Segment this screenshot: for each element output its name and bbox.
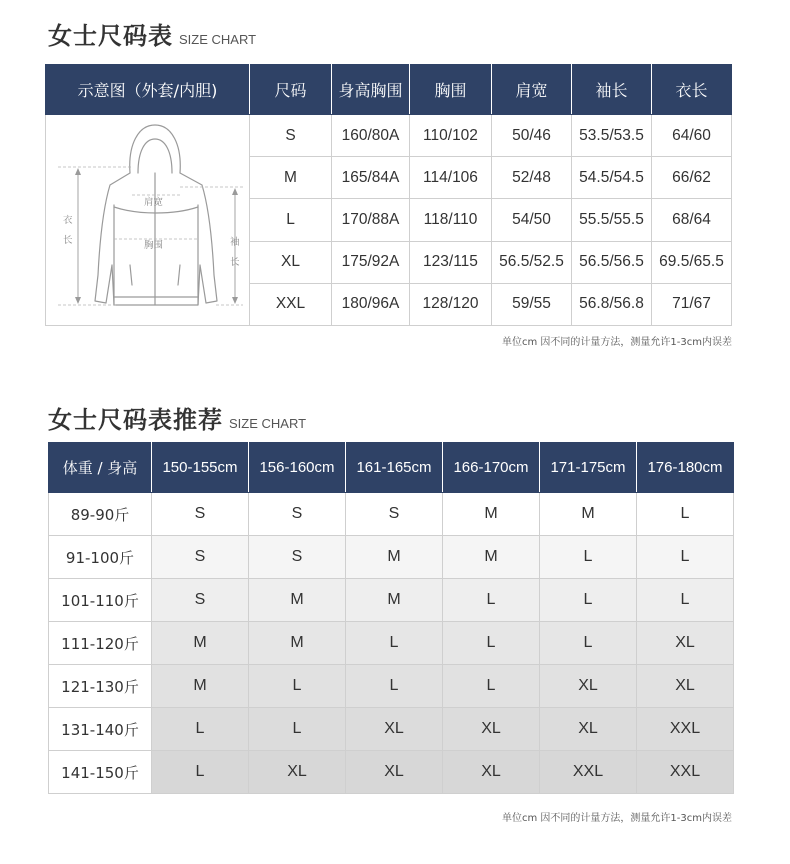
length-label-1: 衣	[62, 215, 73, 226]
height-chest-cell: 175/92A	[332, 241, 410, 283]
sleeve-cell: 56.5/56.5	[572, 241, 652, 283]
size-chart-title-en: SIZE CHART	[179, 32, 257, 47]
shoulder-cell: 54/50	[492, 199, 572, 241]
size-cell: M	[346, 579, 443, 622]
height-chest-cell: 160/80A	[332, 115, 410, 157]
size-cell: L	[540, 622, 637, 665]
recommend-title-en: SIZE CHART	[229, 416, 307, 431]
size-cell: S	[152, 536, 249, 579]
size-cell: S	[346, 493, 443, 536]
recommend-title-cn: 女士尺码表推荐	[48, 406, 223, 434]
shoulder-cell: 52/48	[492, 157, 572, 199]
length-label-2: 长	[62, 235, 73, 246]
size-cell: M	[346, 536, 443, 579]
table-row	[49, 665, 734, 708]
weight-cell: 91-100斤	[49, 536, 152, 579]
recommend-header-row	[49, 443, 734, 493]
recommend-note: 单位cm 因不同的计量方法，测量允许1-3cm内误差	[502, 813, 732, 824]
sleeve-cell: 55.5/55.5	[572, 199, 652, 241]
length-cell: 68/64	[652, 199, 732, 241]
table-row	[49, 622, 734, 665]
size-cell: L	[346, 665, 443, 708]
shoulder-cell: 56.5/52.5	[492, 241, 572, 283]
size-cell: M	[540, 493, 637, 536]
size-cell: XXL	[637, 751, 734, 794]
size-cell: L	[443, 665, 540, 708]
size-cell: L	[637, 579, 734, 622]
header-chest: 胸围	[410, 65, 492, 115]
size-cell: M	[250, 157, 332, 199]
size-cell: XXL	[637, 708, 734, 751]
header-shoulder: 肩宽	[492, 65, 572, 115]
size-cell: L	[443, 579, 540, 622]
size-cell: M	[152, 622, 249, 665]
shoulder-cell: 59/55	[492, 283, 572, 325]
recommend-title	[48, 400, 306, 435]
table-row	[46, 115, 732, 157]
sleeve-cell: 54.5/54.5	[572, 157, 652, 199]
chest-cell: 123/115	[410, 241, 492, 283]
jacket-diagram-cell	[46, 115, 250, 326]
size-cell: XL	[443, 751, 540, 794]
size-cell: XL	[540, 665, 637, 708]
recommend-table	[48, 442, 734, 794]
size-cell: L	[540, 536, 637, 579]
height-chest-cell: 165/84A	[332, 157, 410, 199]
size-cell: S	[250, 115, 332, 157]
header-weight-height: 体重 / 身高	[49, 443, 152, 493]
jacket-diagram	[48, 115, 248, 325]
size-cell: XL	[443, 708, 540, 751]
header-height-range: 171-175cm	[540, 443, 637, 493]
size-chart-title-cn: 女士尺码表	[48, 22, 173, 50]
size-cell: XL	[540, 708, 637, 751]
chest-cell: 114/106	[410, 157, 492, 199]
size-cell: L	[637, 493, 734, 536]
size-cell: M	[152, 665, 249, 708]
sleeve-cell: 56.8/56.8	[572, 283, 652, 325]
table-row	[49, 493, 734, 536]
length-cell: 71/67	[652, 283, 732, 325]
size-cell: XL	[637, 665, 734, 708]
header-size: 尺码	[250, 65, 332, 115]
header-sleeve: 袖长	[572, 65, 652, 115]
size-cell: L	[152, 751, 249, 794]
length-cell: 64/60	[652, 115, 732, 157]
chest-label: 胸围	[143, 240, 163, 251]
size-table-header-row	[46, 65, 732, 115]
size-table-note: 单位cm 因不同的计量方法，测量允许1-3cm内误差	[502, 337, 732, 348]
size-cell: XL	[346, 708, 443, 751]
size-cell: L	[249, 665, 346, 708]
table-row	[49, 536, 734, 579]
size-cell: S	[249, 493, 346, 536]
sleeve-label-1: 袖	[229, 237, 240, 248]
size-cell: L	[250, 199, 332, 241]
header-height-range: 161-165cm	[346, 443, 443, 493]
size-cell: XL	[346, 751, 443, 794]
size-cell: S	[152, 579, 249, 622]
size-cell: XL	[637, 622, 734, 665]
weight-cell: 111-120斤	[49, 622, 152, 665]
height-chest-cell: 170/88A	[332, 199, 410, 241]
header-height-range: 150-155cm	[152, 443, 249, 493]
chest-cell: 128/120	[410, 283, 492, 325]
table-row	[49, 579, 734, 622]
size-cell: M	[249, 579, 346, 622]
table-row	[49, 708, 734, 751]
size-cell: S	[152, 493, 249, 536]
size-cell: L	[346, 622, 443, 665]
chest-cell: 118/110	[410, 199, 492, 241]
shoulder-cell: 50/46	[492, 115, 572, 157]
weight-cell: 131-140斤	[49, 708, 152, 751]
size-cell: L	[637, 536, 734, 579]
size-cell: L	[540, 579, 637, 622]
size-cell: L	[249, 708, 346, 751]
size-cell: S	[249, 536, 346, 579]
header-height-range: 176-180cm	[637, 443, 734, 493]
weight-cell: 101-110斤	[49, 579, 152, 622]
size-cell: M	[249, 622, 346, 665]
height-chest-cell: 180/96A	[332, 283, 410, 325]
table-row	[49, 751, 734, 794]
header-height-range: 156-160cm	[249, 443, 346, 493]
shoulder-label: 肩宽	[143, 197, 163, 208]
size-cell: L	[152, 708, 249, 751]
size-cell: M	[443, 536, 540, 579]
size-cell: XXL	[250, 283, 332, 325]
size-cell: M	[443, 493, 540, 536]
weight-cell: 89-90斤	[49, 493, 152, 536]
size-chart-title	[48, 16, 256, 51]
header-diagram: 示意图（外套/内胆)	[46, 65, 250, 115]
sleeve-label-2: 长	[229, 257, 240, 268]
size-cell: L	[443, 622, 540, 665]
size-cell: XL	[249, 751, 346, 794]
length-cell: 69.5/65.5	[652, 241, 732, 283]
weight-cell: 141-150斤	[49, 751, 152, 794]
size-table	[45, 64, 732, 326]
size-cell: XL	[250, 241, 332, 283]
header-height-range: 166-170cm	[443, 443, 540, 493]
header-length: 衣长	[652, 65, 732, 115]
weight-cell: 121-130斤	[49, 665, 152, 708]
sleeve-cell: 53.5/53.5	[572, 115, 652, 157]
size-cell: XXL	[540, 751, 637, 794]
chest-cell: 110/102	[410, 115, 492, 157]
length-cell: 66/62	[652, 157, 732, 199]
header-height-chest: 身高胸围	[332, 65, 410, 115]
